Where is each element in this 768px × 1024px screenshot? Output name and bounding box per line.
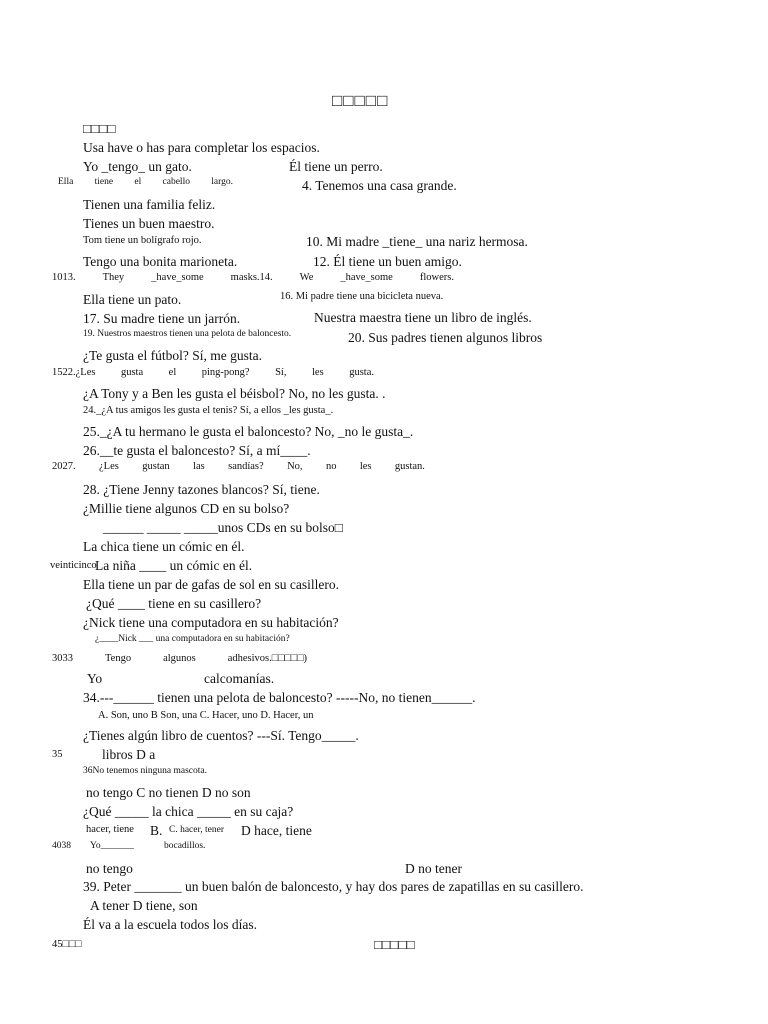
exercise-number: 35 (52, 749, 63, 760)
answer-options: B. (150, 823, 163, 838)
word: les (359, 461, 372, 472)
exercise-line: 25._¿A tu hermano le gusta el baloncesto? No, _no le gusta_. (83, 424, 414, 439)
word: cabello (162, 177, 190, 187)
exercise-line: Ella tiene un pato. (83, 292, 182, 307)
word: Sí, (275, 367, 287, 378)
word: adhesivos.□□□□□) (227, 653, 307, 664)
exercise-line: 19. Nuestros maestros tienen una pelota de baloncesto. (83, 329, 292, 339)
section-heading: □□□□ (83, 121, 116, 136)
word: gusta (120, 367, 144, 378)
word: el (134, 177, 142, 187)
exercise-line: bocadillos. (164, 841, 206, 851)
exercise-line: Nuestra maestra tiene un libro de inglés. (314, 310, 532, 325)
exercise-number: 4038 (52, 841, 71, 851)
exercise-line: Yo (87, 671, 103, 686)
word: _have_some (151, 272, 204, 283)
exercise-line: La niña ____ un cómic en él. (95, 558, 253, 573)
justified-line (58, 178, 233, 188)
exercise-line: Tienes un buen maestro. (83, 216, 215, 231)
exercise-line: ¿Millie tiene algunos CD en su bolso? (83, 501, 290, 516)
exercise-line: Tengo una bonita marioneta. (83, 254, 238, 269)
page-title: □□□□□ (332, 91, 389, 110)
exercise-line: 24._¿A tus amigos les gusta el tenis? Sí, a ellos _les gusta_. (83, 405, 334, 416)
exercise-line: 36No tenemos ninguna mascota. (83, 766, 208, 776)
word: gustan. (394, 461, 425, 472)
answer-options: libros D a (102, 747, 156, 762)
exercise-line: 12. Él tiene un buen amigo. (313, 254, 462, 269)
exercise-line: calcomanías. (204, 671, 275, 686)
exercise-line: 16. Mi padre tiene una bicicleta nueva. (280, 291, 444, 302)
exercise-line: 17. Su madre tiene un jarrón. (83, 311, 241, 326)
exercise-line: 34.---______ tienen una pelota de baloncesto? -----No, no tienen______. (83, 690, 476, 705)
word: gusta. (349, 367, 374, 378)
word: largo. (211, 177, 233, 187)
word: 1522.¿Les (52, 367, 96, 378)
answer-options: A. Son, uno B Son, una C. Hacer, uno D. Hacer, un (98, 710, 314, 721)
word: gustan (142, 461, 170, 472)
exercise-line: Tienen una familia feliz. (83, 197, 216, 212)
word: las (193, 461, 205, 472)
exercise-line: ¿A Tony y a Ben les gusta el béisbol? No, no les gusta. . (83, 386, 386, 401)
exercise-line: Él va a la escuela todos los días. (83, 917, 257, 932)
justified-line (52, 368, 374, 379)
exercise-line: Tom tiene un bolígrafo rojo. (83, 235, 202, 246)
justified-line (52, 654, 307, 665)
exercise-line: 28. ¿Tiene Jenny tazones blancos? Sí, tiene. (83, 482, 320, 497)
word: Tengo (104, 653, 132, 664)
word: We (299, 272, 314, 283)
word: No, (287, 461, 303, 472)
word: Ella (58, 177, 74, 187)
word: _have_some (340, 272, 393, 283)
section-heading: □□□□□ (374, 937, 415, 952)
word: They (102, 272, 125, 283)
exercise-line: La chica tiene un cómic en él. (83, 539, 245, 554)
exercise-line: 10. Mi madre _tiene_ una nariz hermosa. (306, 234, 528, 249)
answer-options: no tengo (86, 861, 133, 876)
exercise-line: 20. Sus padres tienen algunos libros (348, 330, 543, 345)
answer-options: D no tener (405, 861, 462, 876)
word: masks.14. (230, 272, 273, 283)
instruction-line: Usa have o has para completar los espacios. (83, 140, 320, 155)
word: 1013. (52, 272, 76, 283)
exercise-line: ¿Nick tiene una computadora en su habitación? (83, 615, 339, 630)
exercise-line: ¿____Nick ___ una computadora en su habitación? (95, 634, 290, 644)
word: el (168, 367, 177, 378)
answer-options: C. hacer, tener (169, 825, 225, 835)
exercise-line: ¿Qué ____ tiene en su casillero? (86, 596, 262, 611)
answer-options: hacer, tiene (86, 824, 134, 835)
exercise-line: ¿Qué _____ la chica _____ en su caja? (83, 804, 294, 819)
answer-options: D hace, tiene (241, 823, 312, 838)
exercise-line: 4. Tenemos una casa grande. (302, 178, 457, 193)
word: flowers. (419, 272, 454, 283)
exercise-line: Él tiene un perro. (289, 159, 383, 174)
word: tiene (94, 177, 114, 187)
section-number: 45□□□ (52, 939, 82, 950)
word: 2027. (52, 461, 76, 472)
justified-line (52, 273, 454, 284)
word: 3033 (52, 653, 73, 664)
exercise-line: Yo_______ (90, 841, 134, 851)
word: les (312, 367, 324, 378)
exercise-line: ______ _____ _____unos CDs en su bolso□ (103, 520, 343, 535)
exercise-line: 26.__te gusta el baloncesto? Sí, a mí____. (83, 443, 311, 458)
justified-line (52, 462, 425, 473)
exercise-line: Ella tiene un par de gafas de sol en su casillero. (83, 577, 340, 592)
word: no (325, 461, 337, 472)
word: sandías? (228, 461, 264, 472)
exercise-line: ¿Te gusta el fútbol? Sí, me gusta. (83, 348, 263, 363)
exercise-line: 39. Peter _______ un buen balón de baloncesto, y hay dos pares de zapatillas en su casillero. (83, 879, 584, 894)
word: ¿Les (99, 461, 119, 472)
exercise-line: Yo _tengo_ un gato. (83, 159, 192, 174)
exercise-line: ¿Tienes algún libro de cuentos? ---Sí. Tengo_____. (83, 728, 359, 743)
answer-options: A tener D tiene, son (90, 898, 198, 913)
word: algunos (163, 653, 196, 664)
exercise-number: veinticinco (50, 560, 97, 571)
answer-options: no tengo C no tienen D no son (86, 785, 251, 800)
word: ping-pong? (201, 367, 250, 378)
